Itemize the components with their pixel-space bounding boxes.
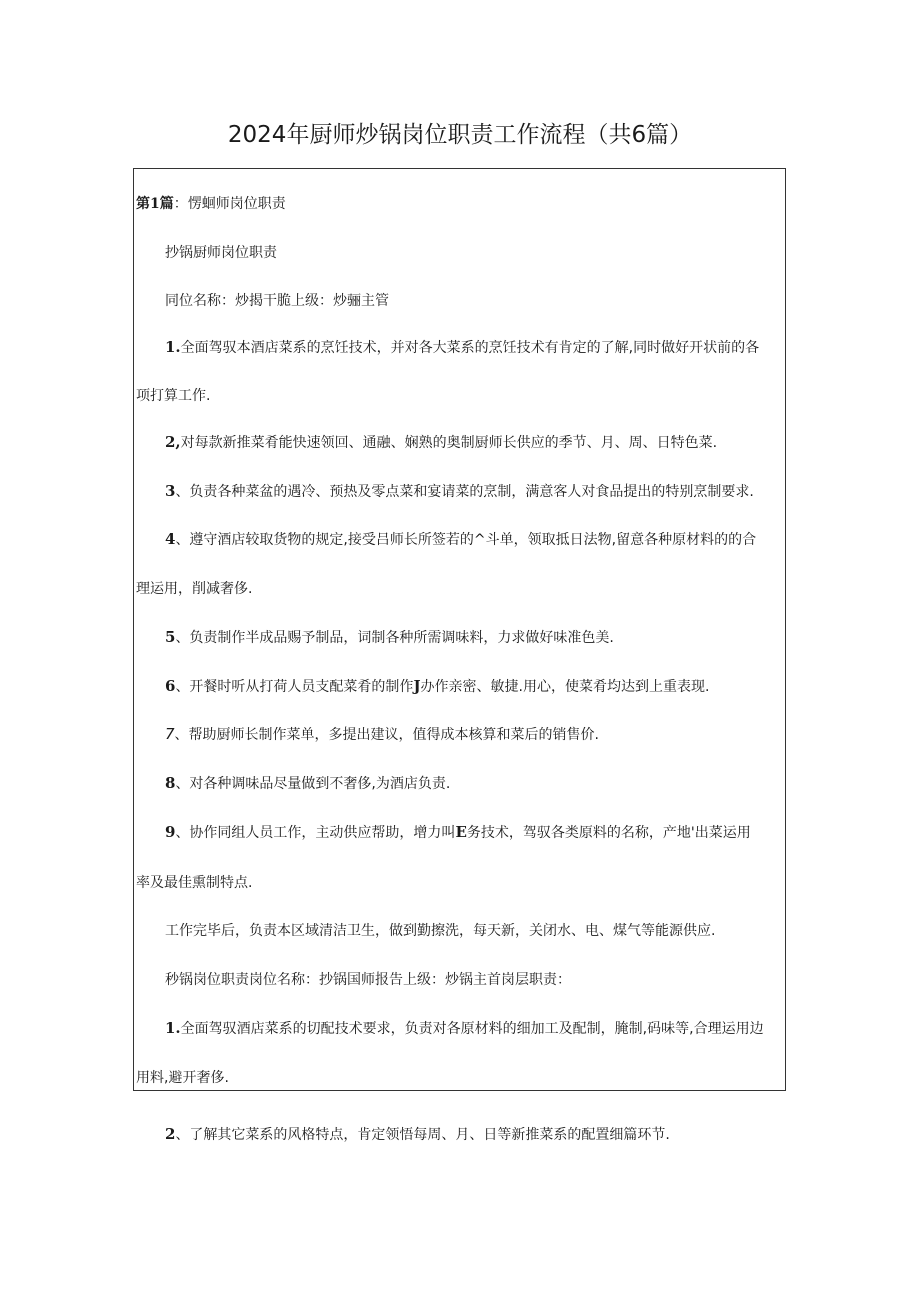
section-heading-text: ：愣蛔师岗位职责	[173, 196, 286, 212]
list-item-4	[165, 529, 756, 549]
subtitle: 抄锅厨师岗位职责	[165, 245, 277, 261]
list-item-number: 1.	[165, 1019, 181, 1037]
list-item-text-rest: 务技术，驾驭各类原料的名称，产地'出菜运用	[466, 825, 751, 841]
position-line: 同位名称：炒揭干脆上级：炒骊主管	[165, 293, 389, 309]
list-item-number: 5	[165, 628, 176, 646]
second-list-item-2	[165, 1124, 670, 1144]
list-item-1	[165, 337, 759, 357]
list-item-text: 、帮助厨师长制作菜单，多提出建议，值得成本核算和菜后的销售价.	[174, 727, 599, 743]
list-item-2	[165, 432, 717, 452]
list-item-9-continued: 率及最佳熏制特点.	[136, 875, 253, 891]
list-item-text: 、了解其它菜系的风格特点，肯定领悟每周、月、日等新推菜系的配置细篇环节.	[175, 1127, 670, 1143]
list-item-text: 、负责各种菜盆的遇冷、预热及零点菜和宴请菜的烹制，满意客人对食品提出的特别烹制要求.	[175, 484, 754, 500]
list-item-text: 对每款新推菜肴能快速领回、通融、娴熟的奥制厨师长供应的季节、月、周、日特色菜.	[180, 435, 718, 451]
list-item-number: 2	[165, 1125, 176, 1143]
list-item-text: 全面驾驭本酒店菜系的烹饪技术，并对各大菜系的烹饪技术有肯定的了解,同时做好开状前的各	[180, 340, 760, 356]
list-item-5	[165, 627, 614, 647]
section-heading	[136, 193, 286, 213]
list-item-7	[165, 724, 599, 744]
list-item-8	[165, 773, 450, 793]
second-role-line: 秒锅岗位职责岗位名称：抄锅国师报告上级：炒锅主首岗层职责：	[165, 972, 571, 988]
closing-line: 工作完毕后，负责本区域清洁卫生，做到勤擦洗，每天新，关闭水、电、煤气等能源供应.	[165, 923, 716, 939]
list-item-text: 、遵守酒店较取货物的规定,接受吕师长所签若的^斗单，领取抵日法物,留意各种原材料的的合	[175, 532, 757, 548]
list-item-1-continued: 项打算工作.	[136, 388, 211, 404]
list-item-glyph: J	[413, 677, 421, 695]
list-item-4-continued: 理运用，削减奢侈.	[136, 581, 253, 597]
list-item-text: 、开餐时听从打荷人员支配菜肴的制作	[175, 679, 414, 695]
list-item-text: 、对各种调味品尽量做到不奢侈,为酒店负责.	[175, 776, 451, 792]
list-item-text-rest: 办作亲密、敏捷.用心，使菜肴均达到上重表现.	[420, 679, 710, 695]
list-item-3	[165, 481, 754, 501]
list-item-number: 6	[165, 677, 176, 695]
list-item-glyph: E	[455, 823, 467, 841]
list-item-text: 、负责制作半成品赐予制品，词制各种所需调味料，力求做好味准色美.	[175, 630, 614, 646]
list-item-number: 2,	[165, 433, 181, 451]
list-item-9	[165, 822, 751, 842]
list-item-number: 7	[165, 725, 175, 743]
second-list-item-1-continued: 用料,避开奢侈.	[136, 1070, 229, 1086]
list-item-number: 4	[165, 530, 176, 548]
list-item-6	[165, 676, 709, 696]
list-item-text: 、协作同组人员工作，主动供应帮助，增力叫	[175, 825, 456, 841]
second-list-item-1	[165, 1018, 764, 1038]
list-item-number: 3	[165, 482, 176, 500]
list-item-number: 8	[165, 774, 176, 792]
list-item-number: 9	[165, 823, 176, 841]
list-item-text: 全面驾驭酒店菜系的切配技术要求，负责对各原材料的细加工及配制，腌制,码味等,合理运用边	[180, 1021, 764, 1037]
list-item-number: 1.	[165, 338, 181, 356]
page-title: 2024年厨师炒锅岗位职责工作流程（共6篇）	[227, 122, 693, 148]
section-heading-prefix: 第1篇	[136, 196, 174, 212]
